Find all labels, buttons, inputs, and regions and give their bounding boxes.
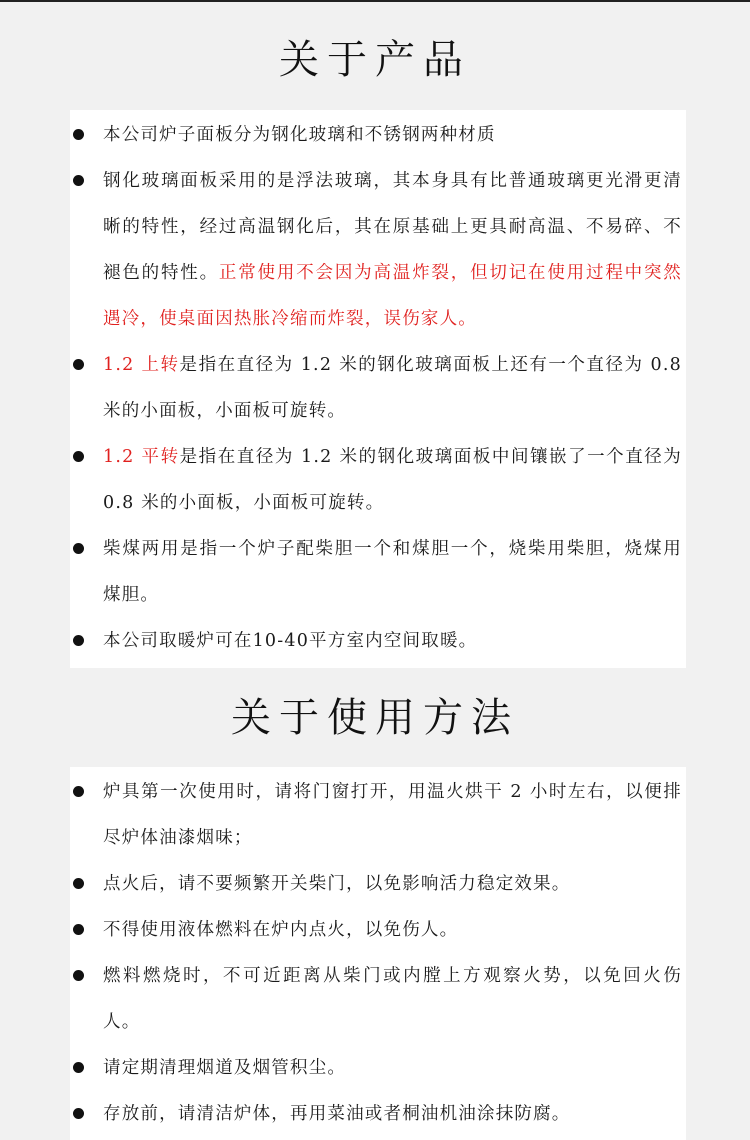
product-info-panel (70, 110, 686, 668)
item-text: 本公司取暖炉可在10-40平方室内空间取暖。 (103, 631, 478, 651)
list-item (70, 953, 686, 1045)
list-item (70, 861, 686, 907)
bullet-icon (73, 1108, 84, 1119)
list-item (70, 526, 686, 618)
item-text: 钢化玻璃面板采用的是浮法玻璃，其本身具有比普通玻璃更光滑更清晰的特性，经过高温钢化后，其在原基础上更具耐高温、不易碎、不褪色的特性。 (103, 171, 682, 283)
item-text: 是指在直径为 1.2 米的钢化玻璃面板上还有一个直径为 0.8 米的小面板，小面板可旋转。 (103, 355, 682, 421)
list-item (70, 618, 686, 664)
item-text: 柴煤两用是指一个炉子配柴胆一个和煤胆一个，烧柴用柴胆，烧煤用煤胆。 (103, 539, 682, 605)
bullet-icon (73, 878, 84, 889)
item-text: 燃料燃烧时，不可近距离从柴门或内膛上方观察火势，以免回火伤人。 (103, 966, 682, 1032)
list-item (70, 112, 686, 158)
item-text: 炉具第一次使用时，请将门窗打开，用温火烘干 2 小时左右，以便排尽炉体油漆烟味； (103, 782, 682, 848)
usage-info-panel (70, 767, 686, 1140)
top-divider (0, 0, 750, 2)
bullet-icon (73, 451, 84, 462)
list-item (70, 158, 686, 342)
section-title-usage: 关于使用方法 (231, 695, 519, 741)
list-item (70, 434, 686, 526)
bullet-icon (73, 543, 84, 554)
bullet-icon (73, 1062, 84, 1073)
item-text: 请定期清理烟道及烟管积尘。 (103, 1058, 347, 1078)
bullet-icon (73, 786, 84, 797)
bullet-icon (73, 924, 84, 935)
bullet-icon (73, 970, 84, 981)
list-item (70, 342, 686, 434)
bullet-icon (73, 175, 84, 186)
item-text: 存放前，请清洁炉体，再用菜油或者桐油机油涂抹防腐。 (103, 1104, 571, 1124)
bullet-icon (73, 359, 84, 370)
bullet-icon (73, 635, 84, 646)
bullet-icon (73, 129, 84, 140)
list-item (70, 1091, 686, 1137)
list-item (70, 1045, 686, 1091)
section-title-product: 关于产品 (279, 37, 471, 83)
list-item (70, 907, 686, 953)
highlight-text: 1.2 平转 (103, 447, 180, 467)
list-item (70, 769, 686, 861)
item-text: 是指在直径为 1.2 米的钢化玻璃面板中间镶嵌了一个直径为 0.8 米的小面板，小面板可旋转。 (103, 447, 683, 513)
highlight-text: 1.2 上转 (103, 355, 180, 375)
item-text: 点火后，请不要频繁开关柴门，以免影响活力稳定效果。 (103, 874, 571, 894)
warning-text: 正常使用不会因为高温炸裂，但切记在使用过程中突然遇冷，使桌面因热胀冷缩而炸裂，误伤家人。 (103, 263, 682, 329)
item-text: 不得使用液体燃料在炉内点火，以免伤人。 (103, 920, 459, 940)
item-text: 本公司炉子面板分为钢化玻璃和不锈钢两种材质 (103, 125, 496, 145)
